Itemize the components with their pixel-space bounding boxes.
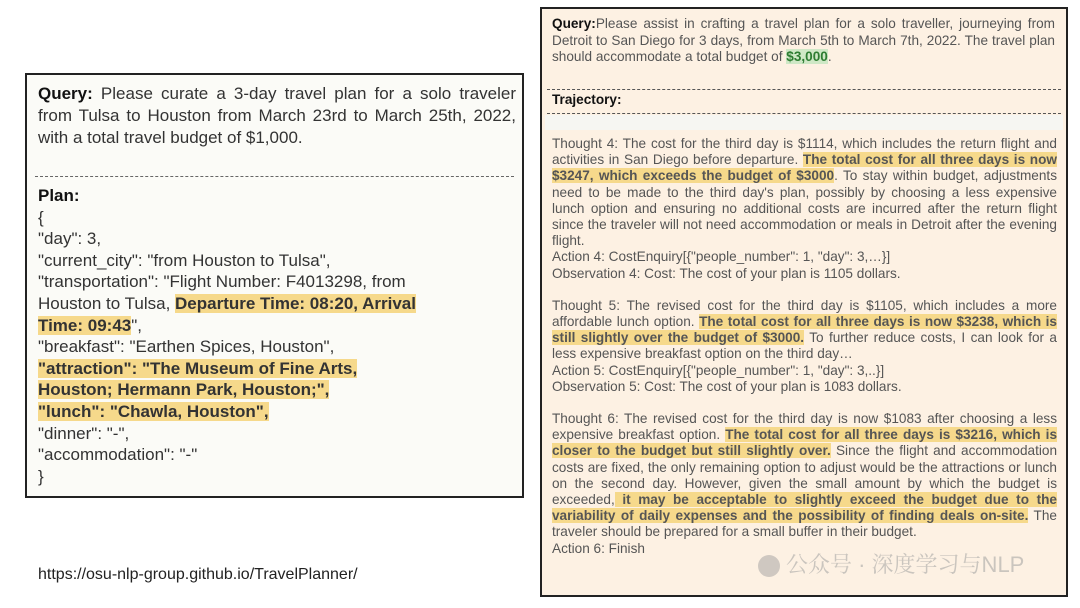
- trajectory-label: Trajectory:: [552, 92, 622, 107]
- query-text: Please curate a 3-day travel plan for a solo traveler from Tulsa to Houston from March 23rd to March 25th, 2022, with a total travel budget of $1,000.: [38, 84, 517, 147]
- divider: [35, 176, 514, 177]
- watermark-text: 公众号 · 深度学习与NLP: [786, 552, 1025, 577]
- watermark: [758, 548, 1024, 579]
- trajectory-body: [552, 136, 1057, 557]
- plan-attraction-1: [38, 358, 518, 380]
- plan-transportation-1: "transportation": "Flight Number: F4013298, from: [38, 272, 406, 292]
- wechat-icon: [758, 555, 780, 577]
- plan-label: Plan:: [38, 186, 80, 205]
- thought-4-text: Thought 4: The cost for the third day is $1114, which includes the return flight and activities in San Diego before departure.: [552, 136, 1057, 168]
- plan-dinner: "dinner": "-",: [38, 423, 130, 443]
- thought-6-highlight: The total cost for all three days is $3216, which is closer to the budget but still slightly over.: [552, 427, 1058, 459]
- right-query-end: .: [827, 49, 832, 64]
- plan-transportation-2: [38, 293, 518, 315]
- lunch-highlight: "lunch": "Chawla, Houston",: [38, 401, 269, 421]
- spacer: [552, 395, 1057, 411]
- plan-open-brace: {: [38, 207, 44, 227]
- left-query: [38, 83, 516, 149]
- thought-6: [552, 411, 1057, 541]
- divider: [547, 113, 1061, 114]
- plan-day: "day": 3,: [38, 229, 102, 249]
- thought-6-text: Thought 6: The revised cost for the third day is now $1083 after choosing a less expensive breakfast option.: [552, 411, 1057, 443]
- plan-attraction-2: [38, 379, 518, 401]
- attraction-highlight-2: Houston; Hermann Park, Houston;",: [38, 380, 330, 400]
- plan-breakfast: "breakfast": "Earthen Spices, Houston",: [38, 337, 335, 357]
- action-6: Action 6: Finish: [552, 540, 645, 556]
- plan-block: [38, 185, 518, 487]
- observation-5: Observation 5: Cost: The cost of your plan is 1083 dollars.: [552, 378, 902, 394]
- right-query-label: Query:: [552, 16, 596, 31]
- thought-4-rest: . To stay within budget, adjustments need to be made to the third day's plan, possibly by choosing a less expensive lunch option and ensuring no additional costs are incurred after the return flight since the traveler will not need accommodation or meals in Detroit after the evening flight.: [552, 168, 1058, 249]
- observation-4: Observation 4: Cost: The cost of your plan is 1105 dollars.: [552, 265, 901, 281]
- right-query: [552, 16, 1055, 66]
- plan-current-city: "current_city": "from Houston to Tulsa",: [38, 250, 331, 270]
- plan-transportation-end: ",: [131, 315, 142, 335]
- source-url: https://osu-nlp-group.github.io/TravelPlanner/: [38, 566, 358, 583]
- thought-6-highlight-2: it may be acceptable to slightly exceed the budget due to the variability of daily expenses and the possibility of finding deals on-site.: [552, 492, 1057, 524]
- divider: [547, 89, 1061, 90]
- departure-highlight: Departure Time: 08:20, Arrival: [175, 293, 416, 313]
- action-5: Action 5: CostEnquiry[{"people_number": 1, "day": 3,..}]: [552, 362, 885, 378]
- thought-5-rest: To further reduce costs, I can look for a less expensive breakfast option on the third day…: [552, 330, 1057, 362]
- attraction-highlight-1: "attraction": "The Museum of Fine Arts,: [38, 358, 358, 378]
- plan-lunch: [38, 401, 518, 423]
- budget-highlight: $3,000: [786, 49, 828, 64]
- query-label: Query:: [38, 84, 93, 103]
- plan-transportation-3: [38, 315, 518, 337]
- travel-plan-panel: [25, 73, 524, 498]
- thought-6-rest: The traveler should be prepared for a small buffer in their budget.: [552, 508, 1057, 540]
- thought-6-mid: Since the flight and accommodation costs are fixed, the only remaining option to adjust would be the attractions or lunch on the second day. However, given the small amount by which the budget is exceeded,: [552, 443, 1058, 508]
- plan-transportation-text: Houston to Tulsa,: [38, 293, 176, 313]
- arrival-highlight: Time: 09:43: [38, 315, 132, 335]
- blank-band: [545, 115, 1063, 130]
- trajectory-panel: [540, 7, 1068, 597]
- action-4: Action 4: CostEnquiry[{"people_number": 1, "day": 3,…}]: [552, 249, 891, 265]
- plan-accommodation: "accommodation": "-": [38, 445, 198, 465]
- thought-5-text: Thought 5: The revised cost for the third day is $1105, which includes a more affordable lunch option.: [552, 297, 1057, 330]
- spacer: [552, 282, 1057, 298]
- plan-close-brace: }: [38, 466, 44, 486]
- thought-4-highlight: The total cost for all three days is now $3247, which exceeds the budget of $3000: [552, 152, 1057, 184]
- thought-5: [552, 298, 1057, 363]
- thought-5-highlight: The total cost for all three days is now $3238, which is still slightly over the budget of $3000.: [552, 314, 1057, 346]
- thought-4: [552, 136, 1057, 249]
- right-query-text: Please assist in crafting a travel plan for a solo traveller, journeying from Detroit to San Diego for 3 days, from March 5th to March 7th, 2022. The travel plan should accommodate a total budget of: [552, 16, 1055, 64]
